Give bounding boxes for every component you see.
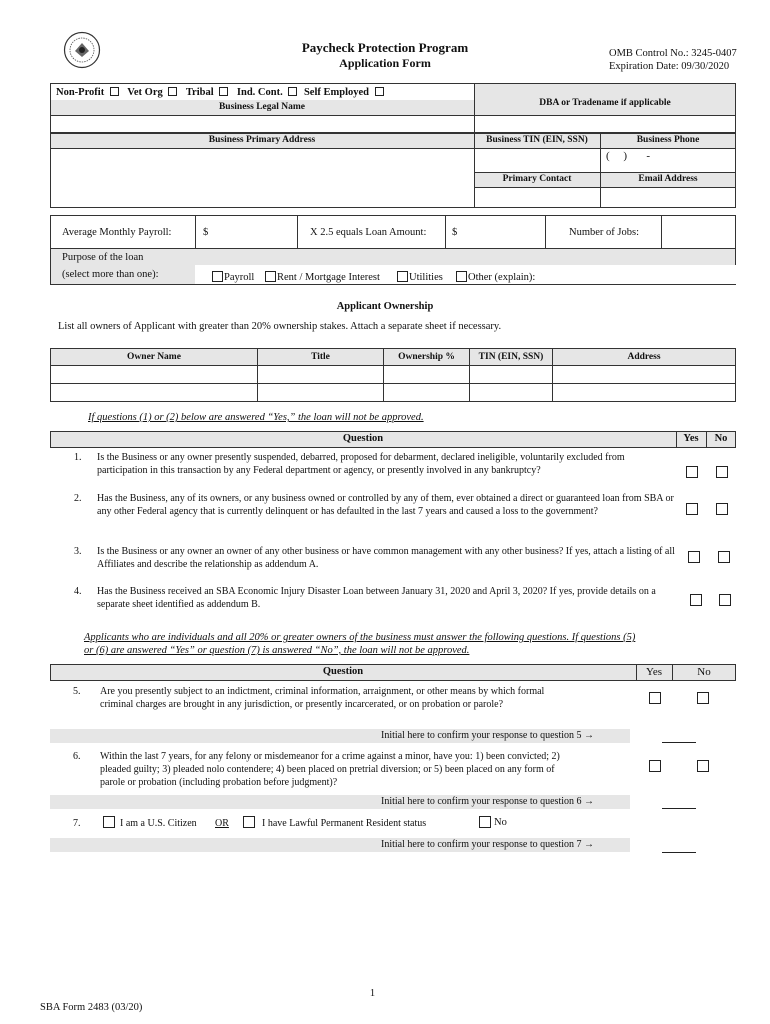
- tin-cell[interactable]: [470, 366, 553, 384]
- page-number: 1: [369, 988, 376, 999]
- ownership-pct-cell[interactable]: [384, 384, 470, 402]
- question-6-initial-field[interactable]: [662, 794, 696, 809]
- section1-yes-header: Yes: [683, 433, 699, 444]
- owner-name-cell[interactable]: [51, 384, 258, 402]
- us-citizen-label: I am a U.S. Citizen: [120, 818, 197, 829]
- question-7-number: 7.: [73, 818, 81, 829]
- ownership-table: [50, 348, 736, 402]
- checkbox-rent-mortgage[interactable]: [265, 271, 276, 282]
- question-6-yes-checkbox[interactable]: [649, 760, 661, 772]
- address-cell[interactable]: [553, 384, 736, 402]
- question-2-text: Has the Business, any of its owners, or any business owned or controlled by any of them, ever obtained a direct or guaranteed loan from SBA or any other Federal agency that is currently delinquent or has defaulted in the last 7 years and caused a loss to the government?: [97, 493, 674, 517]
- form-number: SBA Form 2483 (03/20): [40, 1002, 143, 1013]
- section1-note: If questions (1) or (2) below are answered “Yes,” the loan will not be approved.: [88, 412, 424, 423]
- business-type-row: [56, 86, 384, 98]
- section1-no-header: No: [714, 433, 728, 444]
- checkbox-self-employed[interactable]: [375, 87, 384, 96]
- loan-amount-field[interactable]: $: [452, 227, 458, 238]
- question-6-number: 6.: [73, 751, 81, 762]
- title-cell[interactable]: [258, 384, 384, 402]
- primary-contact-field[interactable]: [475, 188, 599, 207]
- section2-yes-header: Yes: [645, 666, 662, 678]
- section2-question-header: Question: [322, 666, 364, 677]
- permanent-resident-checkbox[interactable]: [243, 816, 255, 828]
- question-4-no-checkbox[interactable]: [719, 594, 731, 606]
- purpose-other-label: Other (explain):: [468, 272, 536, 283]
- phone-field[interactable]: ( ) -: [606, 150, 650, 162]
- us-citizen-checkbox[interactable]: [103, 816, 115, 828]
- checkbox-tribal[interactable]: [219, 87, 228, 96]
- question-2-yes-checkbox[interactable]: [686, 503, 698, 515]
- dba-label: DBA or Tradename if applicable: [539, 98, 671, 108]
- email-label: Email Address: [638, 174, 698, 184]
- question-7-initial-field[interactable]: [662, 838, 696, 853]
- question-4-yes-checkbox[interactable]: [690, 594, 702, 606]
- question-1-yes-checkbox[interactable]: [686, 466, 698, 478]
- question-6-initial-label: Initial here to confirm your response to question 6 →: [381, 796, 595, 807]
- checkbox-payroll[interactable]: [212, 271, 223, 282]
- section1-question-header: Question: [342, 433, 384, 444]
- question-4-number: 4.: [74, 586, 82, 597]
- legal-name-field[interactable]: [51, 116, 473, 132]
- dba-field[interactable]: [475, 116, 735, 132]
- checkbox-ind-cont[interactable]: [288, 87, 297, 96]
- col-ownership-pct: Ownership %: [384, 349, 470, 366]
- question-1-text: Is the Business or any owner presently suspended, debarred, proposed for debarment, declared ineligible, voluntarily excluded from participation in this transaction by any Federal department or agency, or presently involved in any bankruptcy?: [97, 452, 625, 476]
- section2-no-header: No: [697, 666, 711, 678]
- number-of-jobs-label: Number of Jobs:: [569, 227, 639, 238]
- primary-contact-label: Primary Contact: [502, 174, 572, 184]
- option-self-employed-label: Self Employed: [303, 87, 369, 98]
- address-cell[interactable]: [553, 366, 736, 384]
- purpose-rent-label: Rent / Mortgage Interest: [277, 272, 380, 283]
- table-row: [51, 384, 736, 402]
- checkbox-vet-org[interactable]: [168, 87, 177, 96]
- question-1-number: 1.: [74, 452, 82, 463]
- question-5-number: 5.: [73, 686, 81, 697]
- section2-note: Applicants who are individuals and all 20% or greater owners of the business must answer the following questions. If questions (5) or (6) are answered “Yes” or question (7) is answered “No”, the loan will not be approved.: [84, 632, 636, 656]
- avg-monthly-payroll-field[interactable]: $: [203, 227, 209, 238]
- col-tin: TIN (EIN, SSN): [470, 349, 553, 366]
- question-3-no-checkbox[interactable]: [718, 551, 730, 563]
- option-non-profit-label: Non-Profit: [56, 87, 105, 98]
- legal-name-label: Business Legal Name: [218, 102, 306, 112]
- ownership-instruction: List all owners of Applicant with greater than 20% ownership stakes. Attach a separate sheet if necessary.: [58, 321, 502, 332]
- checkbox-non-profit[interactable]: [110, 87, 119, 96]
- option-tribal-label: Tribal: [185, 87, 214, 98]
- avg-monthly-payroll-label: Average Monthly Payroll:: [62, 227, 172, 238]
- question-5-initial-label: Initial here to confirm your response to question 5 →: [381, 730, 595, 741]
- question-6-no-checkbox[interactable]: [697, 760, 709, 772]
- permanent-resident-label: I have Lawful Permanent Resident status: [262, 818, 427, 829]
- purpose-payroll-label: Payroll: [224, 272, 255, 283]
- col-owner-name: Owner Name: [51, 349, 258, 366]
- tin-label: Business TIN (EIN, SSN): [486, 135, 588, 145]
- ownership-pct-cell[interactable]: [384, 366, 470, 384]
- title-cell[interactable]: [258, 366, 384, 384]
- question-7-no-checkbox[interactable]: [479, 816, 491, 828]
- number-of-jobs-field[interactable]: [662, 216, 735, 248]
- form-title: Paycheck Protection Program: [301, 40, 469, 55]
- omb-control-number: OMB Control No.: 3245-0407: [609, 48, 737, 59]
- question-5-yes-checkbox[interactable]: [649, 692, 661, 704]
- table-row: [51, 366, 736, 384]
- question-2-number: 2.: [74, 493, 82, 504]
- email-field[interactable]: [601, 188, 735, 207]
- question-4-text: Has the Business received an SBA Economic Injury Disaster Loan between January 31, 2020 and April 3, 2020? If yes, provide details on a separate sheet identified as addendum B.: [97, 586, 656, 610]
- loan-amount-label: X 2.5 equals Loan Amount:: [310, 227, 427, 238]
- question-5-text: Are you presently subject to an indictment, criminal information, arraignment, or other means by which formal criminal charges are brought in any jurisdiction, or presently incarcerated, or on probation or parole?: [100, 686, 545, 710]
- question-5-no-checkbox[interactable]: [697, 692, 709, 704]
- question-2-no-checkbox[interactable]: [716, 503, 728, 515]
- question-7-no-label: No: [494, 817, 507, 828]
- question-3-number: 3.: [74, 546, 82, 557]
- form-subtitle: Application Form: [339, 56, 431, 70]
- tin-cell[interactable]: [470, 384, 553, 402]
- question-1-no-checkbox[interactable]: [716, 466, 728, 478]
- checkbox-other[interactable]: [456, 271, 467, 282]
- option-ind-cont-label: Ind. Cont.: [236, 87, 283, 98]
- expiration-date: Expiration Date: 09/30/2020: [609, 61, 730, 72]
- col-title: Title: [258, 349, 384, 366]
- tin-field[interactable]: [475, 149, 599, 171]
- question-3-text: Is the Business or any owner an owner of any other business or have common management with any other business? If yes, attach a listing of all Affiliates and describe the relationship as addendum A.: [97, 546, 675, 570]
- question-3-yes-checkbox[interactable]: [688, 551, 700, 563]
- question-6-text: Within the last 7 years, for any felony or misdemeanor for a crime against a minor, have you: 1) been convicted; 2) pleaded guilty; 3) pleaded nolo contendere; 4) been placed on pretrial diversion; or 5) been placed on any form of parole or probation (including probation before judgment)?: [100, 751, 560, 788]
- question-7-initial-label: Initial here to confirm your response to question 7 →: [381, 839, 595, 850]
- primary-address-label: Business Primary Address: [208, 135, 316, 145]
- owner-name-cell[interactable]: [51, 366, 258, 384]
- ownership-heading: Applicant Ownership: [336, 301, 434, 312]
- or-label: OR: [215, 818, 229, 829]
- col-address: Address: [553, 349, 736, 366]
- primary-address-field[interactable]: [51, 149, 473, 207]
- phone-label: Business Phone: [636, 135, 700, 145]
- purpose-utilities-label: Utilities: [409, 272, 443, 283]
- loan-purpose-label: Purpose of the loan: [62, 252, 144, 263]
- checkbox-utilities[interactable]: [397, 271, 408, 282]
- loan-purpose-sublabel: (select more than one):: [62, 269, 159, 280]
- question-5-initial-field[interactable]: [662, 728, 696, 743]
- option-vet-org-label: Vet Org: [127, 87, 163, 98]
